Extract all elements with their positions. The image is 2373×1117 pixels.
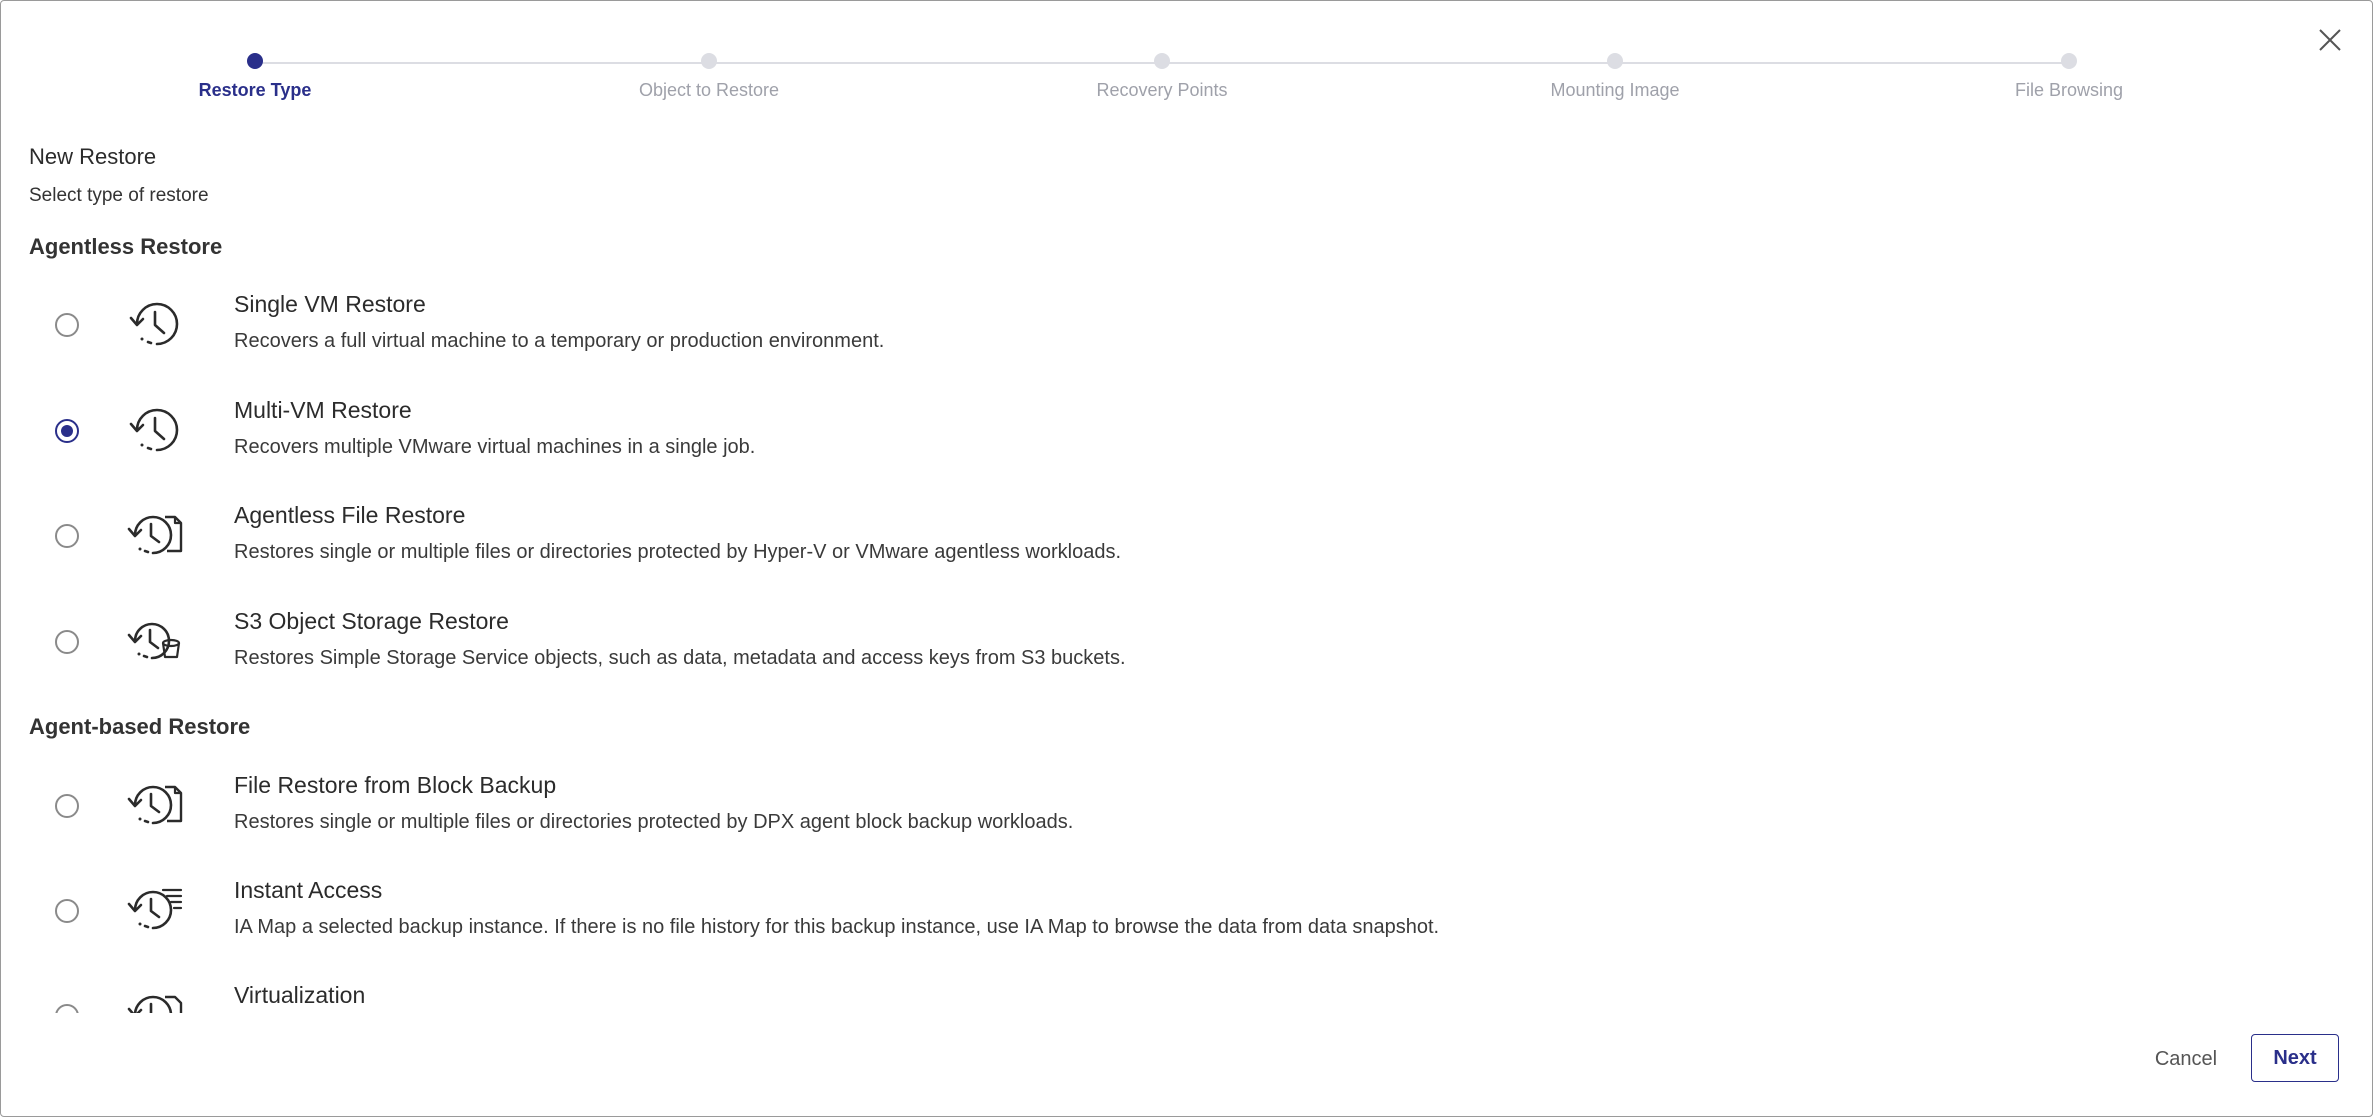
page-subtitle: Select type of restore [29,185,209,206]
step-label: Recovery Points [1096,80,1228,100]
wizard-stepper [1,1,2373,111]
step-label: File Browsing [2014,80,2124,100]
option-description: Recovers multiple VMware virtual machines in a single job. [234,436,756,458]
radio-virtualization[interactable] [55,1004,79,1013]
option-description: Restores single or multiple files or directories protected by Hyper-V or VMware agentless workloads. [234,541,1122,563]
option-title: Instant Access [234,877,383,903]
step-file-browsing[interactable] [1869,53,2269,101]
radio-file-restore-from-block-backup[interactable] [55,794,79,818]
step-dot [1154,53,1170,69]
next-button[interactable]: Next [2251,1034,2339,1082]
restore-clock-icon [121,294,185,354]
step-label: Mounting Image [1550,80,1680,100]
radio-single-vm-restore[interactable] [55,313,79,337]
section-title-agentless: Agentless Restore [29,234,223,259]
cancel-button[interactable]: Cancel [2136,1034,2236,1082]
radio-instant-access[interactable] [55,899,79,923]
step-dot [247,53,263,69]
restore-options-list[interactable] [1,229,2373,1013]
restore-clock-icon [121,400,185,460]
option-single-vm-restore[interactable] [1,291,2373,383]
restore-file-icon [121,775,185,835]
option-multi-vm-restore[interactable] [1,397,2373,489]
option-description: Recovers a full virtual machine to a temporary or production environment. [234,330,885,352]
restore-lines-icon [121,880,185,940]
step-dot [701,53,717,69]
close-icon [2317,27,2343,53]
option-description: IA Map a selected backup instance. If there is no file history for this backup instance, use IA Map to browse the data from data snapshot. [234,916,1440,938]
option-description: Restores single or multiple files or directories protected by DPX agent block backup workloads. [234,811,1074,833]
restore-bucket-icon [121,611,185,671]
restore-file-icon [121,505,185,565]
option-title: Single VM Restore [234,291,426,317]
page-title: New Restore [29,144,157,169]
step-label: Restore Type [198,80,312,100]
section-title-agent-based: Agent-based Restore [29,714,251,739]
step-recovery-points[interactable] [962,53,1362,101]
step-dot [2061,53,2077,69]
option-title: Multi-VM Restore [234,397,412,423]
option-title: S3 Object Storage Restore [234,608,509,634]
step-dot [1607,53,1623,69]
step-restore-type[interactable] [55,53,455,101]
close-button[interactable] [2317,27,2343,53]
option-title: File Restore from Block Backup [234,772,557,798]
step-label: Object to Restore [638,80,780,100]
option-file-restore-from-block-backup[interactable] [1,772,2373,864]
option-title: Virtualization [234,982,366,1008]
option-virtualization[interactable] [1,982,2373,1013]
step-mounting-image[interactable] [1415,53,1815,101]
option-agentless-file-restore[interactable] [1,502,2373,594]
option-s3-object-storage-restore[interactable] [1,608,2373,700]
option-instant-access[interactable] [1,877,2373,969]
radio-s3-object-storage-restore[interactable] [55,630,79,654]
radio-agentless-file-restore[interactable] [55,524,79,548]
option-title: Agentless File Restore [234,502,466,528]
restore-file-icon [121,985,185,1013]
radio-multi-vm-restore[interactable] [55,419,79,443]
option-description: Restores Simple Storage Service objects, such as data, metadata and access keys from S3 buckets. [234,647,1126,669]
step-object-to-restore[interactable] [509,53,909,101]
